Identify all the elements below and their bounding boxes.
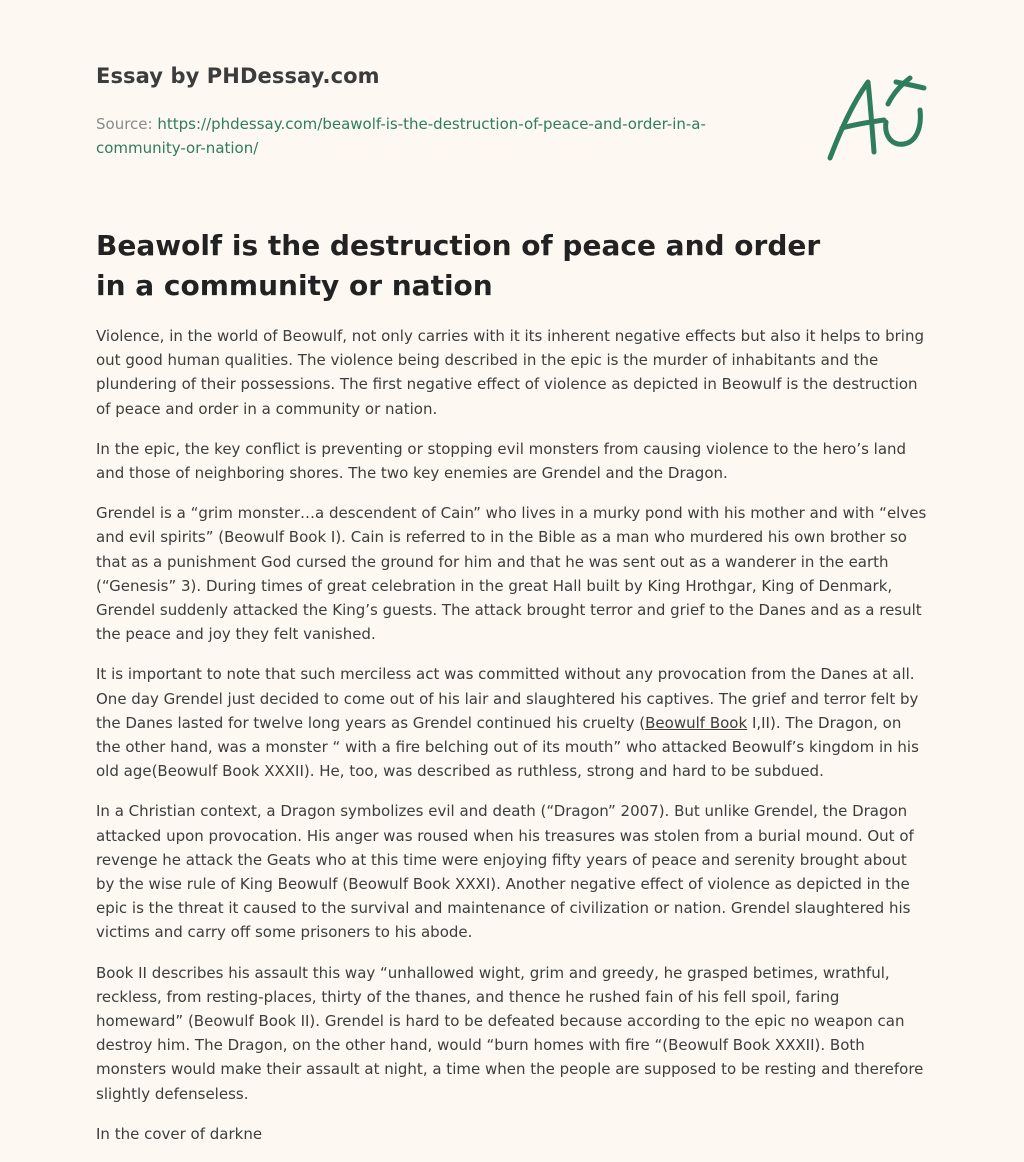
paragraph-5: In a Christian context, a Dragon symbolizes evil and death (“Dragon” 2007). But unlike Grendel, the Dragon attacked upon provocation. His anger was roused when his treasures was stolen from a burial mound. Out of revenge he attack the Geats who at this time were enjoying fifty years of peace and serenity brought about by the wise rule of King Beowulf (Beowulf Book XXXI). Another negative effect of violence as depicted in the epic is the threat it caused to the survival and maintenance of civilization or nation. Grendel slaughtered his victims and carry off some prisoners to his abode. <box>96 802 914 942</box>
essay-page <box>96 0 928 1143</box>
essay-title: Beawolf is the destruction of peace and order in a community or nation <box>96 229 821 302</box>
paragraph-4-end: I,II). The Dragon, on the other hand, was a monster “ with a fire belching out of its mouth” who attacked Beowulf’s kingdom in his old age(Beowulf Book XXXII). He, too, was described as ruthless, strong and hard to be subdued. <box>96 713 919 781</box>
paragraph-3: Grendel is a “grim monster…a descendent of Cain” who lives in a murky pond with his mother and with “elves and evil spirits” (Beowulf Book I). Cain is referred to in the Bible as a man who murdered his own brother so that as a punishment God cursed the ground for him and that he was sent out as a wanderer in the earth (“Genesis” 3). During times of great celebration in the great Hall built by King Hrothgar, King of Denmark, Grendel suddenly attacked the King’s guests. The attack brought terror and grief to the Danes and as a result the peace and joy they felt vanished. <box>96 504 927 644</box>
paragraph-1: Violence, in the world of Beowulf, not only carries with it its inherent negative effects but also it helps to bring out good human qualities. The violence being described in the epic is the murder of inhabitants and the plundering of their possessions. The first negative effect of violence as depicted in Beowulf is the destruction of peace and order in a community or nation. <box>96 327 924 418</box>
paragraph-4-start: It is important to note that such merciless act was committed without any provocation from the Danes at all. One day Grendel just decided to come out of his lair and slaughtered his captives. The grief and terror felt by the Danes lasted for twelve long years as Grendel continued his cruelty ( <box>96 665 919 732</box>
beowulf-book-link[interactable]: Beowulf Book <box>645 713 748 732</box>
source-link[interactable]: https://phdessay.com/beawolf-is-the-destruction-of-peace-and-order-in-a-community-or-nation/ <box>96 115 706 157</box>
paragraph-6: Book II describes his assault this way “unhallowed wight, grim and greedy, he grasped betimes, wrathful, reckless, from resting-places, thirty of the thanes, and thence he rushed fain of his fell spoil, faring homeward” (Beowulf Book II). Grendel is hard to be defeated because according to the epic no weapon can destroy him. The Dragon, on the other hand, would “burn homes with fire “(Beowulf Book XXXII). Both monsters would make their assault at night, a time when the people are supposed to be resting and therefore slightly defenseless. <box>96 963 924 1103</box>
source-label: Source: <box>96 115 153 133</box>
page-header <box>96 0 928 190</box>
paragraph-2: In the epic, the key conflict is preventing or stopping evil monsters from causing violence to the hero’s land and those of neighboring shores. The two key enemies are Grendel and the Dragon. <box>96 439 907 483</box>
paragraph-4 <box>96 662 928 783</box>
paragraph-7: In the cover of darkne <box>96 1124 263 1143</box>
site-brand: Essay by PHDessay.com <box>96 64 380 88</box>
essay-body <box>96 324 928 1162</box>
a-plus-grade-icon <box>824 70 928 166</box>
source-line <box>96 112 736 160</box>
